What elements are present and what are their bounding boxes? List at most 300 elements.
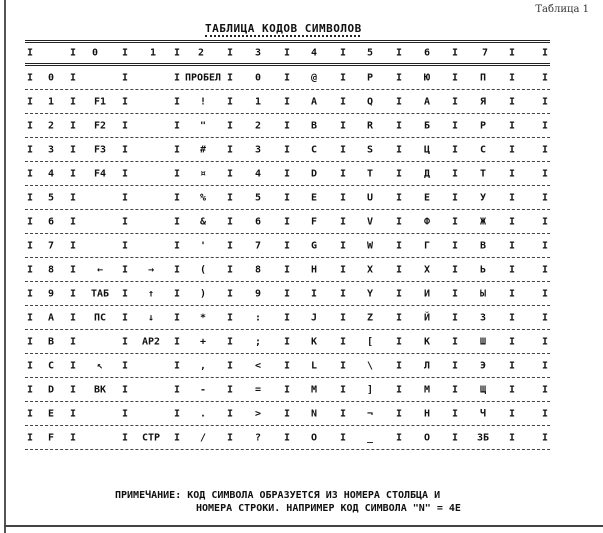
- column-separator: I: [508, 288, 516, 299]
- table-cell: %: [199, 192, 207, 203]
- column-separator: I: [69, 384, 77, 395]
- column-separator: I: [283, 384, 291, 395]
- column-separator: I: [283, 360, 291, 371]
- table-cell: O: [310, 432, 318, 443]
- column-separator: I: [508, 120, 516, 131]
- column-separator: I: [121, 360, 129, 371]
- column-separator: I: [451, 47, 459, 59]
- column-separator: I: [395, 384, 403, 395]
- column-separator: I: [541, 144, 549, 155]
- column-separator: I: [26, 384, 34, 395]
- column-separator: I: [283, 312, 291, 323]
- column-separator: I: [226, 168, 234, 179]
- table-note: [115, 489, 461, 515]
- column-header: 0: [91, 47, 99, 59]
- column-header: 5: [366, 47, 374, 59]
- column-separator: I: [26, 336, 34, 347]
- column-separator: I: [508, 384, 516, 395]
- table-row: [25, 162, 550, 186]
- table-cell: Б: [423, 120, 431, 131]
- column-separator: I: [339, 336, 347, 347]
- code-table: [25, 40, 550, 450]
- table-cell: [: [366, 336, 374, 347]
- column-separator: I: [173, 288, 181, 299]
- table-cell: С: [479, 144, 487, 155]
- table-cell: У: [479, 192, 487, 203]
- column-separator: I: [26, 288, 34, 299]
- column-separator: I: [69, 96, 77, 107]
- column-separator: I: [69, 168, 77, 179]
- column-separator: I: [395, 264, 403, 275]
- column-separator: I: [541, 312, 549, 323]
- column-separator: I: [121, 432, 129, 443]
- table-cell: Ж: [479, 216, 487, 227]
- table-cell: *: [199, 312, 207, 323]
- table-cell: 4: [254, 168, 262, 179]
- table-cell: +: [199, 336, 207, 347]
- table-cell: ": [199, 120, 207, 131]
- table-row: [25, 90, 550, 114]
- column-separator: I: [541, 360, 549, 371]
- table-cell: Q: [366, 96, 374, 107]
- table-cell: 5: [254, 192, 262, 203]
- table-cell: T: [366, 168, 374, 179]
- table-cell: D: [310, 168, 318, 179]
- table-cell: 9: [254, 288, 262, 299]
- row-header: F: [47, 432, 55, 443]
- column-separator: I: [395, 432, 403, 443]
- column-separator: I: [121, 264, 129, 275]
- column-separator: I: [69, 72, 77, 83]
- column-separator: I: [121, 408, 129, 419]
- column-separator: I: [339, 192, 347, 203]
- column-separator: I: [226, 312, 234, 323]
- column-separator: I: [173, 408, 181, 419]
- column-separator: I: [283, 168, 291, 179]
- column-separator: I: [283, 336, 291, 347]
- table-row: [25, 306, 550, 330]
- column-header: 4: [310, 47, 318, 59]
- column-separator: I: [339, 216, 347, 227]
- column-separator: I: [26, 96, 34, 107]
- column-separator: I: [69, 432, 77, 443]
- table-cell: F: [310, 216, 318, 227]
- table-cell: B: [310, 120, 318, 131]
- column-separator: I: [283, 240, 291, 251]
- table-cell: Ь: [479, 264, 487, 275]
- column-separator: I: [339, 240, 347, 251]
- column-separator: I: [339, 384, 347, 395]
- column-separator: I: [283, 120, 291, 131]
- table-cell: ←: [96, 264, 104, 275]
- table-cell: О: [423, 432, 431, 443]
- column-separator: I: [339, 432, 347, 443]
- column-separator: I: [283, 47, 291, 59]
- row-header: 1: [47, 96, 55, 107]
- column-separator: I: [541, 47, 549, 59]
- table-cell: A: [310, 96, 318, 107]
- column-separator: I: [26, 72, 34, 83]
- column-separator: I: [395, 144, 403, 155]
- column-separator: I: [541, 120, 549, 131]
- column-separator: I: [395, 120, 403, 131]
- column-separator: I: [451, 72, 459, 83]
- table-cell: Й: [423, 312, 431, 323]
- column-separator: I: [451, 336, 459, 347]
- column-separator: I: [541, 264, 549, 275]
- column-separator: I: [173, 336, 181, 347]
- row-header: 8: [47, 264, 55, 275]
- row-header: B: [47, 336, 55, 347]
- column-separator: I: [508, 144, 516, 155]
- column-separator: I: [226, 96, 234, 107]
- table-cell: ВК: [93, 384, 107, 395]
- row-header: 0: [47, 72, 55, 83]
- column-separator: I: [283, 432, 291, 443]
- column-separator: I: [451, 288, 459, 299]
- column-separator: I: [541, 384, 549, 395]
- column-separator: I: [395, 288, 403, 299]
- column-separator: I: [226, 47, 234, 59]
- column-separator: I: [395, 408, 403, 419]
- column-separator: I: [226, 336, 234, 347]
- title-underline: [205, 35, 360, 37]
- column-separator: I: [541, 72, 549, 83]
- column-separator: I: [395, 216, 403, 227]
- column-separator: I: [173, 168, 181, 179]
- table-cell: M: [310, 384, 318, 395]
- column-separator: I: [69, 264, 77, 275]
- column-separator: I: [26, 216, 34, 227]
- row-header: D: [47, 384, 55, 395]
- column-separator: I: [121, 384, 129, 395]
- table-row: [25, 258, 550, 282]
- column-separator: I: [173, 240, 181, 251]
- column-separator: I: [226, 264, 234, 275]
- table-title: ТАБЛИЦА КОДОВ СИМВОЛОВ: [205, 22, 362, 35]
- table-cell: <: [254, 360, 262, 371]
- table-cell: А: [423, 96, 431, 107]
- column-separator: I: [508, 192, 516, 203]
- column-separator: I: [451, 384, 459, 395]
- column-separator: I: [451, 360, 459, 371]
- table-cell: ПРОБЕЛ: [184, 72, 222, 83]
- table-cell: ПС: [93, 312, 107, 323]
- table-cell: ЗБ: [476, 432, 490, 443]
- column-separator: I: [541, 408, 549, 419]
- column-separator: I: [173, 384, 181, 395]
- column-separator: I: [508, 264, 516, 275]
- column-separator: I: [173, 264, 181, 275]
- table-cell: Y: [366, 288, 374, 299]
- column-separator: I: [173, 216, 181, 227]
- table-cell: J: [310, 312, 318, 323]
- table-cell: U: [366, 192, 374, 203]
- column-header: 6: [423, 47, 431, 59]
- column-separator: I: [26, 264, 34, 275]
- table-cell: Z: [366, 312, 374, 323]
- table-cell: ↑: [147, 288, 155, 299]
- table-cell: 6: [254, 216, 262, 227]
- table-cell: R: [366, 120, 374, 131]
- column-separator: I: [541, 432, 549, 443]
- column-separator: I: [339, 264, 347, 275]
- column-separator: I: [121, 288, 129, 299]
- column-separator: I: [508, 216, 516, 227]
- column-separator: I: [451, 192, 459, 203]
- column-separator: I: [69, 144, 77, 155]
- column-separator: I: [226, 432, 234, 443]
- scan-left-edge: [4, 0, 6, 533]
- column-separator: I: [26, 432, 34, 443]
- column-separator: I: [395, 168, 403, 179]
- table-cell: &: [199, 216, 207, 227]
- table-cell: F4: [93, 168, 107, 179]
- table-cell: Ю: [423, 72, 431, 83]
- column-header: 7: [481, 47, 489, 59]
- column-separator: I: [339, 288, 347, 299]
- column-separator: I: [451, 216, 459, 227]
- column-separator: I: [451, 96, 459, 107]
- column-separator: I: [121, 336, 129, 347]
- table-cell: Я: [479, 96, 487, 107]
- column-separator: I: [508, 336, 516, 347]
- column-separator: I: [451, 312, 459, 323]
- note-line-2: НОМЕРА СТРОКИ. НАПРИМЕР КОД СИМВОЛА "N" = 4E: [196, 503, 461, 514]
- table-cell: \: [366, 360, 374, 371]
- table-cell: →: [147, 264, 155, 275]
- column-separator: I: [283, 96, 291, 107]
- table-cell: @: [310, 72, 318, 83]
- column-separator: I: [283, 264, 291, 275]
- column-separator: I: [283, 72, 291, 83]
- column-separator: I: [26, 144, 34, 155]
- table-cell: Н: [423, 408, 431, 419]
- table-cell: N: [310, 408, 318, 419]
- column-separator: I: [339, 168, 347, 179]
- table-cell: Е: [423, 192, 431, 203]
- column-separator: I: [395, 360, 403, 371]
- table-row: [25, 354, 550, 378]
- column-separator: I: [173, 432, 181, 443]
- table-cell: 1: [254, 96, 262, 107]
- table-cell: 0: [254, 72, 262, 83]
- table-cell: ?: [254, 432, 262, 443]
- row-header: 5: [47, 192, 55, 203]
- table-cell: W: [366, 240, 374, 251]
- column-separator: I: [395, 336, 403, 347]
- table-cell: K: [310, 336, 318, 347]
- column-separator: I: [508, 168, 516, 179]
- column-separator: I: [283, 288, 291, 299]
- row-header: 6: [47, 216, 55, 227]
- column-separator: I: [508, 240, 516, 251]
- table-cell: Д: [423, 168, 431, 179]
- column-separator: I: [26, 120, 34, 131]
- table-row: [25, 66, 550, 90]
- table-row: [25, 426, 550, 450]
- table-cell: S: [366, 144, 374, 155]
- table-cell: Ш: [479, 336, 487, 347]
- table-cell: ↓: [147, 312, 155, 323]
- column-separator: I: [395, 240, 403, 251]
- column-separator: I: [339, 47, 347, 59]
- table-row: [25, 186, 550, 210]
- column-separator: I: [508, 432, 516, 443]
- column-separator: I: [173, 192, 181, 203]
- column-separator: I: [508, 47, 516, 59]
- table-cell: Т: [479, 168, 487, 179]
- table-cell: !: [199, 96, 207, 107]
- column-separator: I: [339, 96, 347, 107]
- column-separator: I: [395, 47, 403, 59]
- column-separator: I: [541, 216, 549, 227]
- table-cell: /: [199, 432, 207, 443]
- table-cell: Ы: [479, 288, 487, 299]
- table-cell: _: [366, 432, 374, 443]
- column-separator: I: [339, 360, 347, 371]
- table-cell: Ц: [423, 144, 431, 155]
- column-separator: I: [226, 72, 234, 83]
- column-separator: I: [451, 432, 459, 443]
- table-cell: Р: [479, 120, 487, 131]
- table-cell: АР2: [141, 336, 161, 347]
- column-separator: I: [26, 360, 34, 371]
- column-separator: I: [339, 72, 347, 83]
- column-separator: I: [541, 336, 549, 347]
- column-separator: I: [226, 216, 234, 227]
- column-separator: I: [121, 192, 129, 203]
- table-cell: ТАБ: [90, 288, 110, 299]
- column-separator: I: [173, 96, 181, 107]
- column-separator: I: [508, 408, 516, 419]
- table-number: Таблица 1: [535, 4, 589, 15]
- table-cell: ': [199, 240, 207, 251]
- table-cell: X: [366, 264, 374, 275]
- table-cell: Ф: [423, 216, 431, 227]
- table-cell: ¬: [366, 408, 374, 419]
- table-cell: СТР: [141, 432, 161, 443]
- column-separator: I: [26, 312, 34, 323]
- table-cell: Л: [423, 360, 431, 371]
- column-separator: I: [121, 72, 129, 83]
- note-line-1: ПРИМЕЧАНИЕ: КОД СИМВОЛА ОБРАЗУЕТСЯ ИЗ НОМЕРА СТОЛБЦА И: [115, 490, 441, 501]
- column-separator: I: [226, 240, 234, 251]
- column-separator: I: [339, 312, 347, 323]
- column-separator: I: [283, 216, 291, 227]
- column-separator: I: [451, 408, 459, 419]
- column-separator: I: [121, 240, 129, 251]
- column-separator: I: [173, 360, 181, 371]
- column-separator: I: [69, 360, 77, 371]
- column-separator: I: [121, 216, 129, 227]
- column-separator: I: [226, 120, 234, 131]
- table-row: [25, 234, 550, 258]
- row-header: C: [47, 360, 55, 371]
- row-header: 3: [47, 144, 55, 155]
- table-cell: ;: [254, 336, 262, 347]
- column-separator: I: [173, 312, 181, 323]
- column-separator: I: [395, 192, 403, 203]
- column-separator: I: [451, 120, 459, 131]
- table-cell: I: [310, 288, 318, 299]
- table-cell: F1: [93, 96, 107, 107]
- table-row: [25, 210, 550, 234]
- column-separator: I: [283, 144, 291, 155]
- column-separator: I: [226, 288, 234, 299]
- column-separator: I: [508, 312, 516, 323]
- table-row: [25, 402, 550, 426]
- table-cell: К: [423, 336, 431, 347]
- row-header: E: [47, 408, 55, 419]
- column-separator: I: [173, 72, 181, 83]
- table-cell: ]: [366, 384, 374, 395]
- column-separator: I: [508, 360, 516, 371]
- column-separator: I: [121, 312, 129, 323]
- table-cell: З: [479, 312, 487, 323]
- column-separator: I: [395, 312, 403, 323]
- table-cell: L: [310, 360, 318, 371]
- table-cell: >: [254, 408, 262, 419]
- row-header: 2: [47, 120, 55, 131]
- table-cell: -: [199, 384, 207, 395]
- table-cell: Г: [423, 240, 431, 251]
- column-separator: I: [283, 192, 291, 203]
- column-separator: I: [26, 408, 34, 419]
- row-header: 9: [47, 288, 55, 299]
- column-separator: I: [541, 168, 549, 179]
- column-separator: I: [69, 240, 77, 251]
- column-separator: I: [226, 360, 234, 371]
- table-cell: ): [199, 288, 207, 299]
- column-separator: I: [26, 240, 34, 251]
- row-header: 4: [47, 168, 55, 179]
- column-separator: I: [226, 408, 234, 419]
- column-separator: I: [173, 144, 181, 155]
- table-cell: В: [479, 240, 487, 251]
- table-cell: Х: [423, 264, 431, 275]
- column-separator: I: [283, 408, 291, 419]
- table-cell: Э: [479, 360, 487, 371]
- column-separator: I: [339, 120, 347, 131]
- column-separator: I: [451, 240, 459, 251]
- table-cell: F3: [93, 144, 107, 155]
- table-cell: :: [254, 312, 262, 323]
- table-row: [25, 114, 550, 138]
- column-separator: I: [226, 192, 234, 203]
- table-row: [25, 282, 550, 306]
- table-cell: ↖: [96, 360, 104, 371]
- table-cell: М: [423, 384, 431, 395]
- column-separator: I: [69, 312, 77, 323]
- column-separator: I: [69, 47, 77, 59]
- row-header: A: [47, 312, 55, 323]
- table-row: [25, 138, 550, 162]
- column-separator: I: [541, 240, 549, 251]
- column-separator: I: [226, 384, 234, 395]
- table-cell: 2: [254, 120, 262, 131]
- column-separator: I: [226, 144, 234, 155]
- table-cell: =: [254, 384, 262, 395]
- column-separator: I: [26, 168, 34, 179]
- table-cell: ,: [199, 360, 207, 371]
- column-separator: I: [121, 168, 129, 179]
- column-separator: I: [121, 144, 129, 155]
- column-separator: I: [451, 168, 459, 179]
- table-cell: .: [199, 408, 207, 419]
- table-cell: П: [479, 72, 487, 83]
- column-separator: I: [339, 408, 347, 419]
